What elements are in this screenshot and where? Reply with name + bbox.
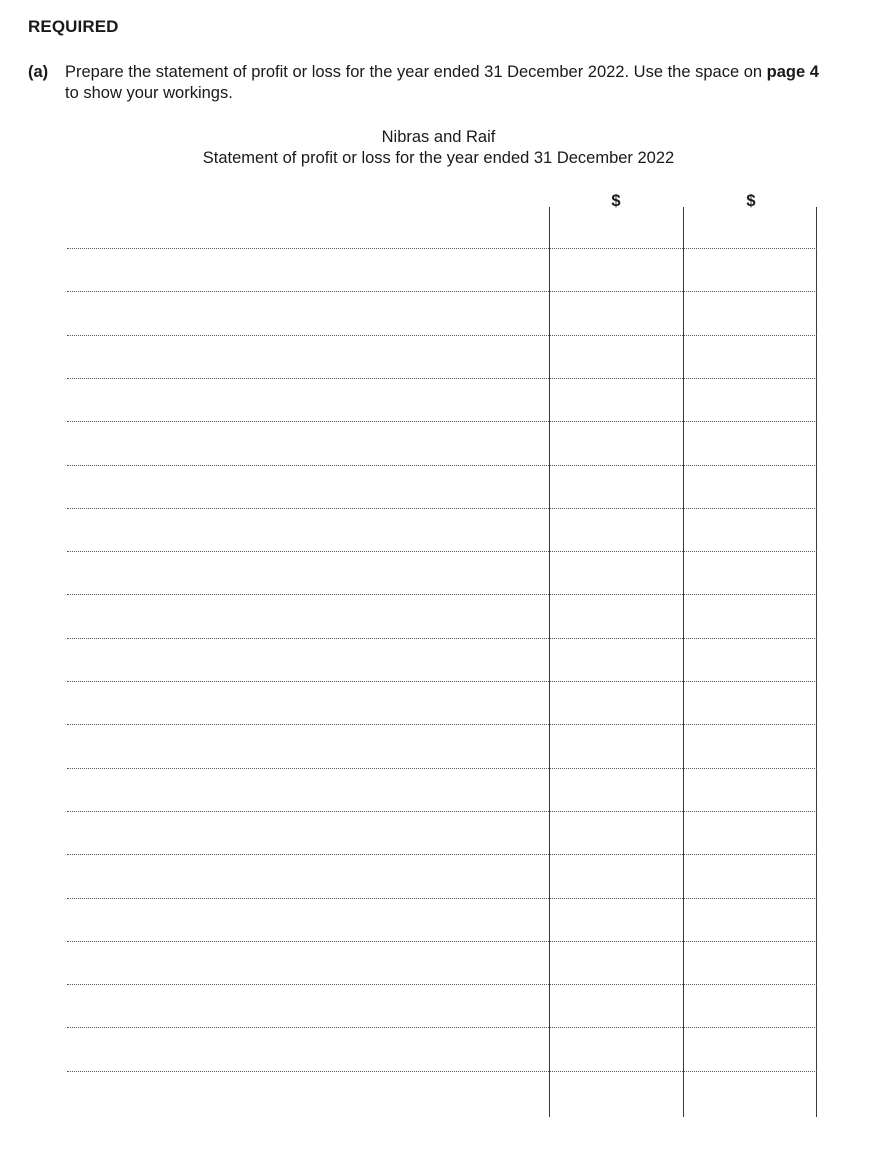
answer-lines: [67, 0, 817, 1159]
entity-name: Nibras and Raif: [381, 128, 496, 146]
answer-line[interactable]: [67, 768, 817, 769]
answer-line[interactable]: [67, 898, 817, 899]
question-text-bold: page 4: [766, 63, 819, 81]
answer-line[interactable]: [67, 594, 817, 595]
answer-line[interactable]: [67, 421, 817, 422]
answer-line[interactable]: [67, 724, 817, 725]
answer-line[interactable]: [67, 551, 817, 552]
answer-line[interactable]: [67, 335, 817, 336]
section-heading: REQUIRED: [28, 17, 119, 36]
column-header-1: $: [611, 192, 621, 210]
statement-title: Statement of profit or loss for the year ended 31 December 2022: [202, 149, 675, 167]
answer-line[interactable]: [67, 941, 817, 942]
question-text-after: to show your workings.: [65, 84, 233, 102]
question-text-before: Prepare the statement of profit or loss for the year ended 31 December 2022. Use the space on: [65, 63, 767, 81]
answer-line[interactable]: [67, 681, 817, 682]
answer-line[interactable]: [67, 248, 817, 249]
answer-line[interactable]: [67, 984, 817, 985]
answer-line[interactable]: [67, 465, 817, 466]
answer-line[interactable]: [67, 1027, 817, 1028]
answer-line[interactable]: [67, 854, 817, 855]
answer-line[interactable]: [67, 508, 817, 509]
question-number: (a): [28, 63, 49, 81]
answer-line[interactable]: [67, 811, 817, 812]
answer-line[interactable]: [67, 1071, 817, 1072]
answer-line[interactable]: [67, 638, 817, 639]
answer-line[interactable]: [67, 291, 817, 292]
answer-line[interactable]: [67, 378, 817, 379]
column-header-2: $: [746, 192, 756, 210]
